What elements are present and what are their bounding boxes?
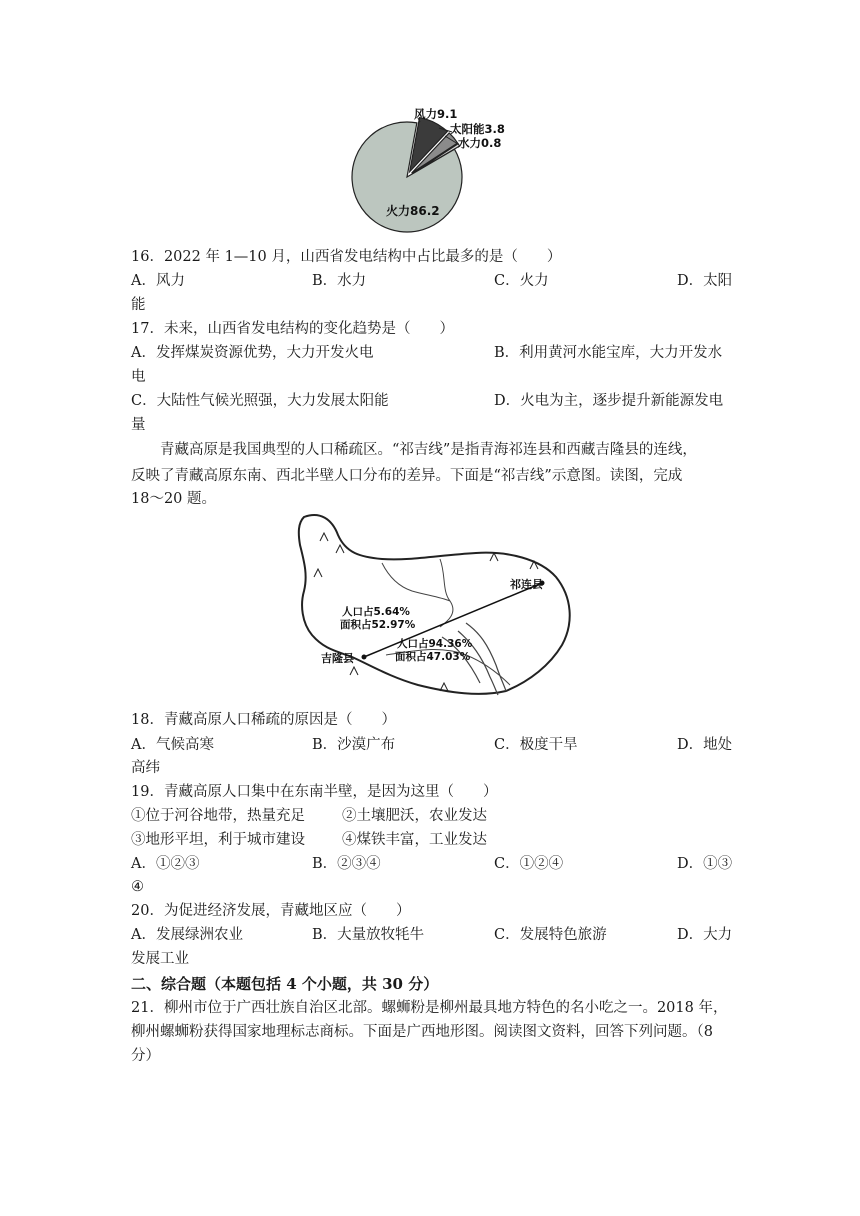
q17-stem: 17．未来，山西省发电结构的变化趋势是（ ） [131, 321, 454, 337]
q19-statement-4: ④煤铁丰富，工业发达 [342, 832, 487, 848]
southeast-area: 面积占47.03% [395, 651, 471, 663]
q17-option-d: D．火电为主，逐步提升新能源发电 [494, 393, 724, 409]
q18-option-b: B．沙漠广布 [312, 737, 396, 753]
q19-statement-2: ②土壤肥沃，农业发达 [342, 808, 487, 824]
q19-option-a: A．①②③ [131, 856, 200, 872]
q16-option-d-wrap: 能 [131, 297, 146, 313]
q20-option-b: B．大量放牧牦牛 [312, 927, 425, 943]
q20-option-a: A．发展绿洲农业 [131, 927, 243, 943]
q20-stem: 20．为促进经济发展，青藏地区应（ ） [131, 903, 411, 919]
wind-label: 风力9.1 [414, 107, 458, 121]
q19-stem: 19．青藏高原人口集中在东南半壁，是因为这里（ ） [131, 784, 498, 800]
q19-option-c: C．①②④ [494, 856, 564, 872]
solar-label: 太阳能3.8 [450, 122, 505, 136]
qiji-line-map [290, 505, 580, 700]
q21-line-3: 分） [131, 1048, 160, 1064]
q21-line-1: 21．柳州市位于广西壮族自治区北部。螺蛳粉是柳州最具地方特色的名小吃之一。2018 年， [131, 1000, 728, 1016]
q21-line-2: 柳州螺蛳粉获得国家地理标志商标。下面是广西地形图。阅读图文资料，回答下列问题。（8 [131, 1024, 713, 1040]
q16-stem: 16．2022 年 1—10 月，山西省发电结构中占比最多的是（ ） [131, 249, 562, 265]
southeast-population: 人口占94.36% [397, 638, 473, 650]
qilian-label: 祁连县 [510, 578, 543, 591]
q19-option-d: D．①③ [677, 856, 733, 872]
q18-option-d: D．地处 [677, 737, 733, 753]
q19-option-b: B．②③④ [312, 856, 381, 872]
passage-line-1: 青藏高原是我国典型的人口稀疏区。“祁吉线”是指青海祁连县和西藏吉隆县的连线， [160, 442, 697, 458]
q20-option-d-wrap: 发展工业 [131, 951, 189, 967]
thermal-label: 火力86.2 [386, 204, 440, 218]
q19-statement-3: ③地形平坦，利于城市建设 [131, 832, 305, 848]
section-2-heading: 二、综合题（本题包括 4 个小题，共 30 分） [131, 975, 439, 993]
q20-option-d: D．大力 [677, 927, 733, 943]
q17-option-b: B．利用黄河水能宝库，大力开发水 [494, 345, 723, 361]
q17-option-a: A．发挥煤炭资源优势，大力开发火电 [131, 345, 374, 361]
q17-option-b-wrap: 电 [131, 369, 146, 385]
jilong-point [362, 655, 367, 660]
passage-line-2: 反映了青藏高原东南、西北半壁人口分布的差异。下面是“祁吉线”示意图。读图，完成 [131, 468, 683, 484]
power-generation-pie-chart [350, 100, 510, 235]
jilong-label: 吉隆县 [321, 652, 354, 665]
northwest-area: 面积占52.97% [340, 619, 416, 631]
q18-option-d-wrap: 高纬 [131, 760, 160, 776]
q16-option-a: A．风力 [131, 273, 185, 289]
q17-option-d-wrap: 量 [131, 417, 146, 433]
passage-line-3: 18～20 题。 [131, 491, 217, 507]
q18-option-c: C．极度干旱 [494, 737, 578, 753]
q20-option-c: C．发展特色旅游 [494, 927, 607, 943]
plateau-outline [299, 515, 570, 694]
q16-option-b: B．水力 [312, 273, 367, 289]
q19-option-d-wrap: ④ [131, 879, 144, 895]
q19-statement-1: ①位于河谷地带，热量充足 [131, 808, 305, 824]
q16-option-d: D．太阳 [677, 273, 733, 289]
q18-option-a: A．气候高寒 [131, 737, 214, 753]
q16-option-c: C．火力 [494, 273, 549, 289]
q18-stem: 18．青藏高原人口稀疏的原因是（ ） [131, 712, 396, 728]
northwest-population: 人口占5.64% [342, 606, 410, 618]
q17-option-c: C．大陆性气候光照强，大力发展太阳能 [131, 393, 389, 409]
hydro-label: 水力0.8 [458, 136, 502, 150]
